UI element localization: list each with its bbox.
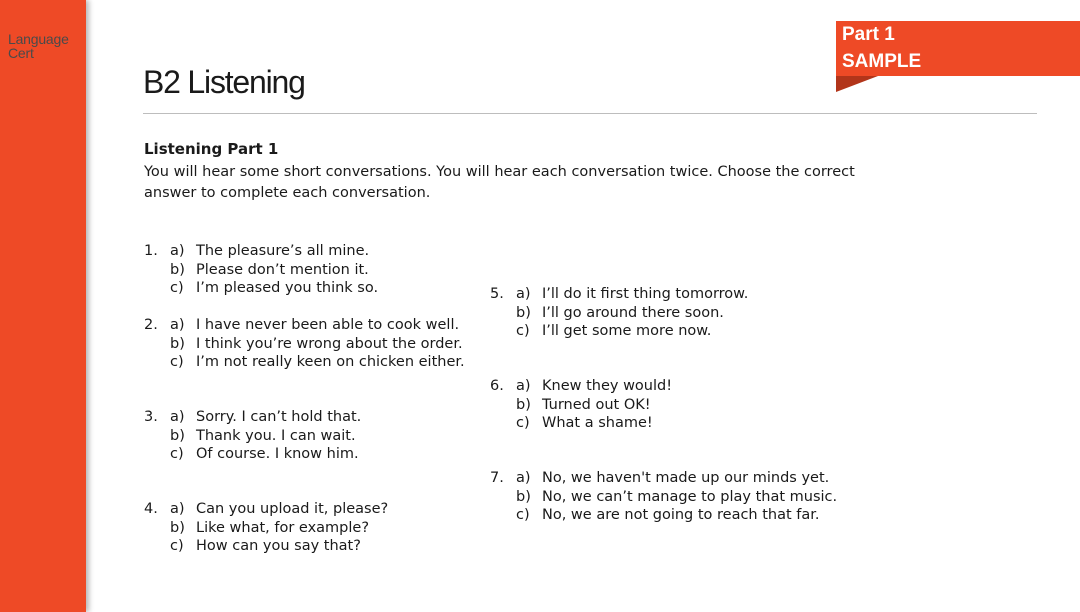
question-number: 6. bbox=[490, 378, 504, 394]
option-letter: b) bbox=[170, 261, 185, 278]
option-text: I’ll get some more now. bbox=[542, 323, 712, 339]
badge-sample-label: SAMPLE bbox=[842, 51, 922, 72]
option-text: I’ll go around there soon. bbox=[542, 304, 724, 321]
question-number: 7. bbox=[490, 470, 504, 486]
question-3 bbox=[144, 408, 361, 464]
option-letter: c) bbox=[170, 538, 184, 554]
question-1 bbox=[144, 242, 378, 298]
option-text: I’ll do it first thing tomorrow. bbox=[542, 286, 749, 302]
question-option bbox=[144, 500, 388, 519]
option-letter: b) bbox=[170, 335, 185, 352]
question-number: 3. bbox=[144, 409, 158, 425]
option-letter: c) bbox=[170, 446, 184, 462]
option-text: The pleasure’s all mine. bbox=[196, 243, 370, 259]
option-text: Of course. I know him. bbox=[196, 446, 359, 462]
option-letter: c) bbox=[170, 280, 184, 296]
option-text: I have never been able to cook well. bbox=[196, 317, 460, 333]
question-option bbox=[490, 469, 837, 488]
section-instructions: You will hear some short conversations. You will hear each conversation twice. Choose the correct answer to complete each conversation. bbox=[144, 164, 855, 201]
question-option bbox=[144, 519, 388, 538]
question-option bbox=[490, 285, 748, 304]
option-text: No, we are not going to reach that far. bbox=[542, 507, 820, 523]
option-letter: b) bbox=[516, 396, 531, 413]
option-text: I’m not really keen on chicken either. bbox=[196, 354, 465, 370]
title-divider bbox=[143, 113, 1037, 114]
question-option bbox=[144, 445, 361, 464]
section-heading: Listening Part 1 bbox=[144, 140, 279, 158]
option-text: How can you say that? bbox=[196, 538, 361, 554]
question-option bbox=[490, 506, 837, 525]
option-text: Please don’t mention it. bbox=[196, 261, 369, 278]
question-option bbox=[490, 488, 837, 507]
question-option bbox=[144, 353, 465, 372]
languagecert-logo bbox=[8, 32, 69, 60]
option-letter: a) bbox=[516, 286, 531, 302]
option-text: Thank you. I can wait. bbox=[196, 427, 356, 444]
option-text: Like what, for example? bbox=[196, 519, 370, 536]
question-4 bbox=[144, 500, 388, 556]
option-text: What a shame! bbox=[542, 415, 653, 431]
question-number: 2. bbox=[144, 317, 158, 333]
option-letter: c) bbox=[516, 415, 530, 431]
question-option bbox=[144, 408, 361, 427]
option-letter: a) bbox=[170, 243, 185, 259]
question-option bbox=[144, 242, 378, 261]
option-text: Sorry. I can’t hold that. bbox=[196, 409, 362, 425]
question-option bbox=[144, 316, 465, 335]
question-option bbox=[144, 427, 361, 446]
option-text: Turned out OK! bbox=[542, 396, 651, 413]
sidebar-accent-bar bbox=[0, 0, 86, 612]
question-option bbox=[490, 396, 672, 415]
option-text: I think you’re wrong about the order. bbox=[196, 335, 463, 352]
badge-part-label: Part 1 bbox=[842, 24, 895, 45]
badge-fold bbox=[836, 76, 878, 92]
question-option bbox=[490, 322, 748, 341]
question-option bbox=[144, 261, 378, 280]
question-2 bbox=[144, 316, 465, 372]
question-number: 5. bbox=[490, 286, 504, 302]
option-letter: a) bbox=[516, 378, 531, 394]
question-option bbox=[490, 304, 748, 323]
logo-line-2: Cert bbox=[8, 45, 34, 61]
option-text: No, we haven't made up our minds yet. bbox=[542, 470, 830, 486]
option-letter: a) bbox=[516, 470, 531, 486]
logo-line-1: Language bbox=[8, 31, 69, 47]
option-letter: b) bbox=[170, 519, 185, 536]
option-text: I’m pleased you think so. bbox=[196, 280, 379, 296]
option-letter: b) bbox=[516, 304, 531, 321]
question-7 bbox=[490, 469, 837, 525]
option-letter: c) bbox=[170, 354, 184, 370]
question-6 bbox=[490, 377, 672, 433]
question-option bbox=[144, 537, 388, 556]
option-letter: b) bbox=[170, 427, 185, 444]
option-letter: b) bbox=[516, 488, 531, 505]
question-number: 4. bbox=[144, 501, 158, 517]
option-letter: c) bbox=[516, 323, 530, 339]
option-text: Knew they would! bbox=[542, 378, 673, 394]
option-letter: a) bbox=[170, 317, 185, 333]
option-text: Can you upload it, please? bbox=[196, 501, 389, 517]
option-text: No, we can’t manage to play that music. bbox=[542, 488, 838, 505]
question-option bbox=[490, 414, 672, 433]
page-title: B2 Listening bbox=[143, 64, 305, 100]
option-letter: c) bbox=[516, 507, 530, 523]
question-5 bbox=[490, 285, 748, 341]
part-badge bbox=[836, 21, 1080, 76]
question-option bbox=[490, 377, 672, 396]
option-letter: a) bbox=[170, 409, 185, 425]
option-letter: a) bbox=[170, 501, 185, 517]
question-option bbox=[144, 335, 465, 354]
question-number: 1. bbox=[144, 243, 158, 259]
question-option bbox=[144, 279, 378, 298]
